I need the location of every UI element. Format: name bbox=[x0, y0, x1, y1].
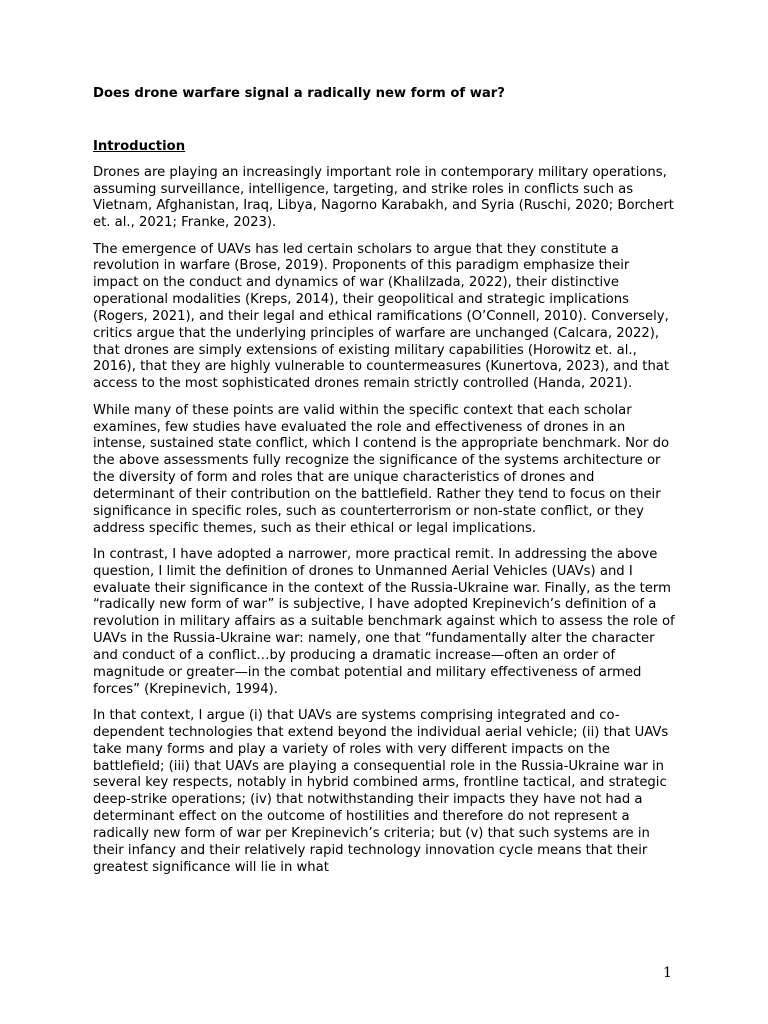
section-heading-introduction: Introduction bbox=[93, 138, 186, 154]
paragraph-5: In that context, I argue (i) that UAVs are systems comprising integrated and co-dependent technologies that extend beyond the individual aerial vehicle; (ii) that UAVs take many forms and play a variety of roles with very different impacts on the battlefield; (iii) that UAVs are playing a consequential role in the Russia-Ukraine war in several key respects, notably in hybrid combined arms, frontline tactical, and strategic deep-strike operations; (iv) that notwithstanding their impacts they have not had a determinant effect on the outcome of hostilities and therefore do not represent a radically new form of war per Krepinevich’s criteria; but (v) that such systems are in their infancy and their relatively rapid technology innovation cycle means that their greatest significance will lie in what bbox=[93, 708, 669, 875]
paragraph-1: Drones are playing an increasingly important role in contemporary military operations, assuming surveillance, intelligence, targeting, and strike roles in conflicts such as Vietnam, Afghanistan, Iraq, Libya, Nagorno Karabakh, and Syria (Ruschi, 2020; Borchert et. al., 2021; Franke, 2023). bbox=[93, 164, 674, 231]
page-number: 1 bbox=[663, 965, 672, 981]
paragraph-2: The emergence of UAVs has led certain scholars to argue that they constitute a revolution in warfare (Brose, 2019). Proponents of this paradigm emphasize their impact on the conduct and dynamics of war (Khalilzada, 2022), their distinctive operational modalities (Kreps, 2014), their geopolitical and strategic implications (Rogers, 2021), and their legal and ethical ramifications (O’Connell, 2010). Conversely, critics argue that the underlying principles of warfare are unchanged (Calcara, 2022), that drones are simply extensions of existing military capabilities (Horowitz et. al., 2016), that they are highly vulnerable to countermeasures (Kunertova, 2023), and that access to the most sophisticated drones remain strictly controlled (Handa, 2021). bbox=[93, 241, 670, 392]
document-title: Does drone warfare signal a radically new form of war? bbox=[93, 86, 505, 101]
document-body bbox=[93, 86, 677, 876]
paragraph-3: While many of these points are valid within the specific context that each scholar examines, few studies have evaluated the role and effectiveness of drones in an intense, sustained state conflict, which I contend is the appropriate benchmark. Nor do the above assessments fully recognize the significance of the systems architecture or the diversity of form and roles that are unique characteristics of drones and determinant of their contribution on the battlefield. Rather they tend to focus on their significance in specific roles, such as counterterrorism or non-state conflict, or they address specific themes, such as their ethical or legal implications. bbox=[93, 402, 670, 536]
paragraph-4: In contrast, I have adopted a narrower, more practical remit. In addressing the above question, I limit the definition of drones to Unmanned Aerial Vehicles (UAVs) and I evaluate their significance in the context of the Russia-Ukraine war. Finally, as the term “radically new form of war” is subjective, I have adopted Krepinevich’s definition of a revolution in military affairs as a suitable benchmark against which to assess the role of UAVs in the Russia-Ukraine war: namely, one that “fundamentally alter the character and conduct of a conflict…by producing a dramatic increase—often an order of magnitude or greater—in the combat potential and military effectiveness of armed forces” (Krepinevich, 1994). bbox=[93, 546, 675, 697]
